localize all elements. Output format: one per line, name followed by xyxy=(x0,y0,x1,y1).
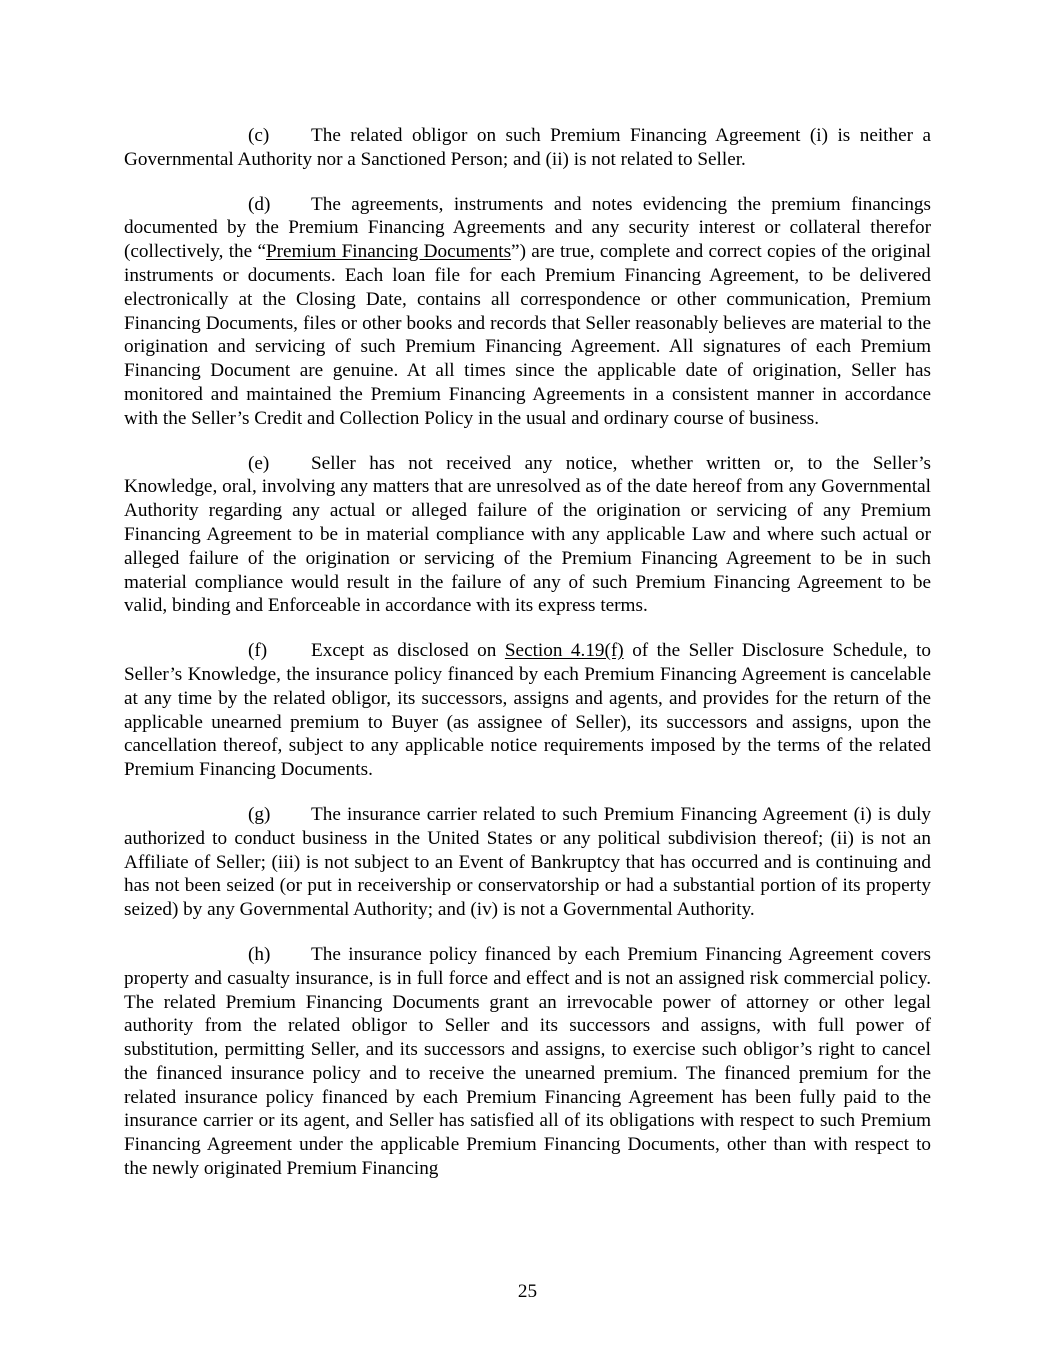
paragraph-label: (f) xyxy=(248,640,268,662)
paragraph-text: The insurance carrier related to such Premium Financing Agreement (i) is duly authorized to conduct business in the United States or any political subdivision thereof; (ii) is not an Affiliate of Seller; (iii) is not subject to an Event of Bankruptcy that has occurred and is continuing and has not been seized (or put in receivership or conservatorship or had a substantial portion of its property seized) by any Governmental Authority; and (iv) is not a Governmental Authority. xyxy=(124,803,931,921)
paragraph-label: (d) xyxy=(248,193,271,215)
paragraph-h xyxy=(124,943,931,1181)
paragraph-label: (e) xyxy=(248,452,270,474)
document-page xyxy=(124,124,931,1202)
paragraph-text: The related obligor on such Premium Financing Agreement (i) is neither a Governmental Authority nor a Sanctioned Person; and (ii) is not related to Seller. xyxy=(124,125,931,170)
paragraph-f xyxy=(124,639,931,782)
paragraph-text: The agreements, instruments and notes evidencing the premium financings documented by the Premium Financing Agreements and any security interest or collateral therefor (collectively, the “ xyxy=(124,193,931,263)
page-number: 25 xyxy=(517,1281,538,1302)
paragraph-e xyxy=(124,452,931,619)
paragraph-label: (c) xyxy=(248,125,270,146)
paragraph-label: (g) xyxy=(248,803,271,825)
paragraph-text: of the Seller Disclosure Schedule, to Seller’s Knowledge, the insurance policy financed by each Premium Financing Agreement is cancelable at any time by the related obligor, its successors, assigns and agents, and provides for the return of the applicable unearned premium to Buyer (as assignee of Seller), its successors and assigns, upon the cancellation thereof, subject to any applicable notice requirements imposed by the terms of the related Premium Financing Documents. xyxy=(124,640,932,781)
defined-term-premium-financing-documents: Premium Financing Documents xyxy=(265,241,512,263)
section-reference-4-19-f: Section 4.19(f) xyxy=(504,640,624,662)
paragraph-text: ”) are true, complete and correct copies of the original instruments or documents. Each loan file for each Premium Financing Agreement, to be delivered electronically at the Closing Date, contains all correspondence or other communication, Premium Financing Documents, files or other books and records that Seller reasonably believes are material to the origination and servicing of such Premium Financing Agreement. All signatures of each Premium Financing Document are genuine. At all times since the applicable date of origination, Seller has monitored and maintained the Premium Financing Agreements in a consistent manner in accordance with the Seller’s Credit and Collection Policy in the usual and ordinary course of business. xyxy=(124,241,931,429)
paragraph-text: The insurance policy financed by each Premium Financing Agreement covers property and casualty insurance, is in full force and effect and is not an assigned risk commercial policy. The related Premium Financing Documents grant an irrevocable power of attorney or other legal authority from the related obligor to Seller and its successors and assigns, with full power of substitution, permitting Seller, and its successors and assigns, to exercise such obligor’s right to cancel the financed insurance policy and to receive the unearned premium. The financed premium for the related insurance policy financed by each Premium Financing Agreement has been fully paid to the insurance carrier or its agent, and Seller has satisfied all of its obligations with respect to such Premium Financing Agreement under the applicable Premium Financing Documents, other than with respect to the newly originated Premium Financing xyxy=(124,943,931,1180)
paragraph-text: Except as disclosed on xyxy=(311,640,505,662)
paragraph-label: (h) xyxy=(248,943,271,965)
paragraph-text: Seller has not received any notice, whether written or, to the Seller’s Knowledge, oral, involving any matters that are unresolved as of the date hereof from any Governmental Authority regarding any actual or alleged failure of the origination or servicing of any Premium Financing Agreement to be in material compliance with any applicable Law and where such actual or alleged failure of the origination or servicing of the Premium Financing Agreement to be in such material compliance would result in the failure of any of such Premium Financing Agreement to be valid, binding and Enforceable in accordance with its express terms. xyxy=(124,452,931,617)
paragraph-d xyxy=(124,193,931,431)
paragraph-c xyxy=(124,124,931,172)
paragraph-g xyxy=(124,803,931,922)
